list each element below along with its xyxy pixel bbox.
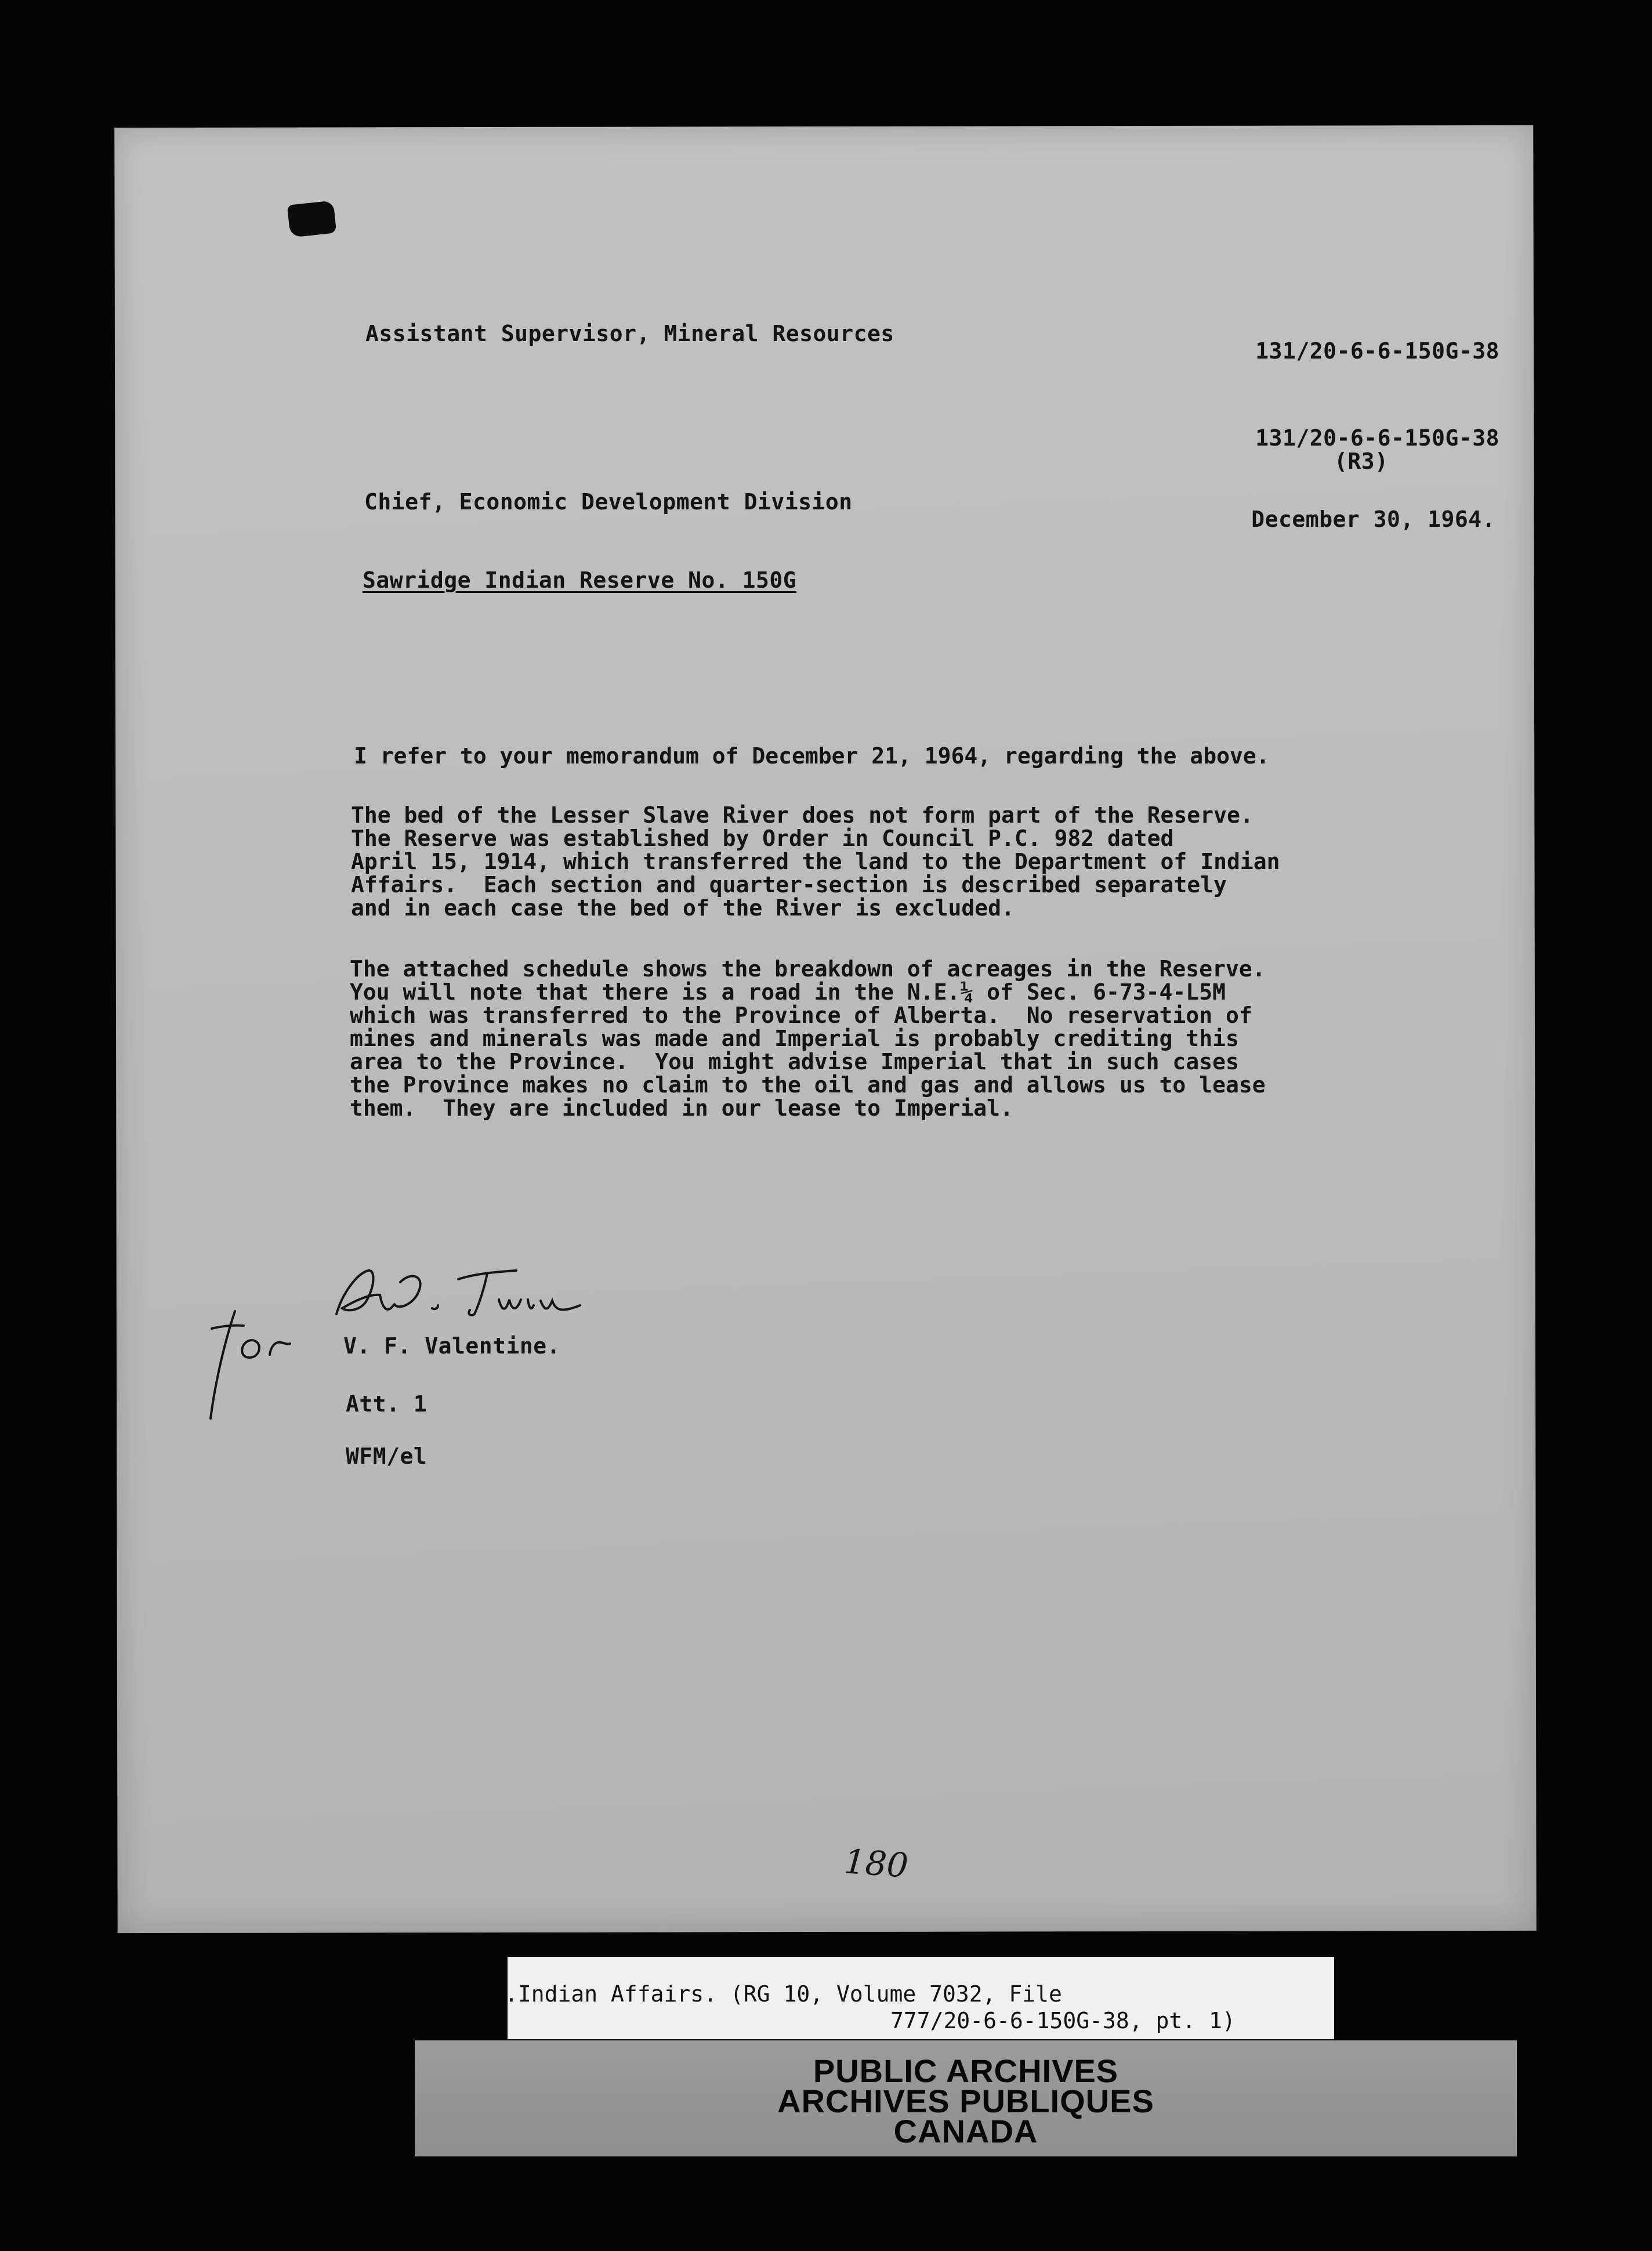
paragraph-2-line: and in each case the bed of the River is excluded. — [351, 895, 1015, 921]
memo-to: Chief, Economic Development Division — [364, 489, 853, 515]
paragraph-1 — [354, 744, 1270, 768]
handwritten-for — [200, 1294, 316, 1427]
archive-reference-line-1: .Indian Affairs. (RG 10, Volume 7032, File — [505, 1981, 1062, 2007]
paragraph-3-line: them. They are included in our lease to Imperial. — [350, 1095, 1013, 1121]
archive-stamp-line-2: ARCHIVES PUBLIQUES — [777, 2083, 1154, 2119]
archive-reference-line-2: 777/20-6-6-150G-38, pt. 1) — [890, 2008, 1236, 2033]
paragraph-3-line: mines and minerals was made and Imperial is probably crediting this — [350, 1026, 1239, 1051]
paragraph-3-line: which was transferred to the Province of Alberta. No reservation of — [350, 1003, 1252, 1028]
paragraph-2-line: The bed of the Lesser Slave River does not form part of the Reserve. — [351, 802, 1254, 828]
file-number-2-suffix: (R3) — [1334, 448, 1389, 474]
paragraph-2-line: April 15, 1914, which transferred the land to the Department of Indian — [351, 849, 1280, 874]
paragraph-3-line: The attached schedule shows the breakdown of acreages in the Reserve. — [350, 956, 1266, 982]
paragraph-2-line: Affairs. Each section and quarter-section is described separately — [351, 872, 1227, 897]
archive-stamp-line-1: PUBLIC ARCHIVES — [813, 2053, 1119, 2089]
punch-hole — [287, 200, 336, 237]
file-number-2: 131/20-6-6-150G-38 — [1255, 425, 1499, 451]
handwritten-signature — [325, 1259, 603, 1329]
paragraph-3 — [350, 957, 1266, 1120]
paragraph-2-line: The Reserve was established by Order in Council P.C. 982 dated — [351, 826, 1174, 851]
paragraph-3-line: You will note that there is a road in the N.E.¼ of Sec. 6-73-4-L5M — [350, 979, 1226, 1005]
memo-date: December 30, 1964. — [1251, 506, 1495, 532]
paragraph-1-line: I refer to your memorandum of December 21, 1964, regarding the above. — [354, 743, 1270, 769]
signatory-name: V. F. Valentine. — [343, 1333, 561, 1359]
page-number: 180 — [842, 1841, 910, 1886]
archive-stamp-line-3: CANADA — [893, 2113, 1038, 2149]
memo-subject: Sawridge Indian Reserve No. 150G — [363, 567, 797, 593]
paragraph-3-line: the Province makes no claim to the oil and gas and allows us to lease — [350, 1072, 1266, 1098]
paragraph-3-line: area to the Province. You might advise Imperial that in such cases — [350, 1049, 1239, 1074]
memo-from: Assistant Supervisor, Mineral Resources — [365, 321, 894, 346]
initials: WFM/el — [346, 1443, 428, 1469]
attachments: Att. 1 — [346, 1391, 428, 1417]
file-number-1: 131/20-6-6-150G-38 — [1255, 338, 1499, 364]
paragraph-2 — [351, 804, 1280, 920]
